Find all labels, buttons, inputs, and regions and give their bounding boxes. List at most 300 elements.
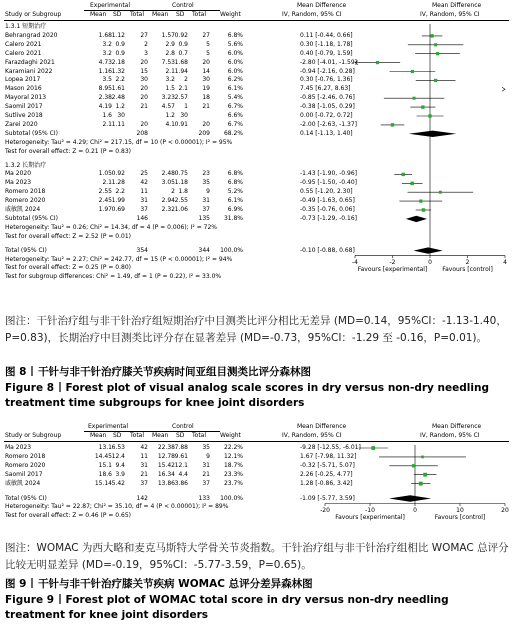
cell-weight: 6.1% (227, 85, 243, 93)
cell-c_total: 37 (202, 479, 210, 487)
cell-weight: 5.6% (227, 40, 243, 48)
header-total-c: Total (192, 11, 207, 18)
f9-header-total-e: Total (130, 432, 145, 439)
subgroup-title: 1.3.2 长期治疗 (5, 161, 47, 169)
cell-c_mean: 2.1 (165, 67, 175, 75)
cell-c_mean: 4.57 (161, 103, 175, 111)
cell-e_mean: 8.95 (98, 85, 112, 93)
cell-e_sd: 2.2 (115, 188, 125, 196)
cell-c_sd: 1.68 (174, 58, 188, 66)
cell-e_mean: 3.2 (102, 49, 112, 57)
cell-weight: 6.8% (227, 179, 243, 187)
cell-e_sd: 1.32 (111, 67, 125, 75)
cell-study: Ma 2023 (5, 444, 32, 451)
point-estimate-square (434, 79, 437, 82)
cell-e_sd: 6.53 (111, 444, 125, 451)
cell-study: Saomil 2017 (5, 103, 43, 111)
cell-study: 戚敏凯 2024 (5, 479, 41, 487)
cell-c_total: 20 (202, 58, 210, 66)
header-sd-e: SD (113, 11, 122, 18)
cell-e_sd: 2.2 (115, 76, 125, 84)
cell-e_total: 37 (140, 479, 148, 487)
cell-weight: 5.4% (227, 94, 243, 102)
cell-study: Ma 2020 (5, 170, 32, 178)
total-c: 133 (198, 494, 210, 502)
cell-study: Zarei 2020 (5, 120, 38, 128)
cell-weight: 23.3% (223, 470, 243, 478)
cell-e_total: 42 (140, 179, 148, 187)
cell-c_total: 5 (206, 40, 210, 48)
cell-weight: 6.0% (227, 67, 243, 75)
header-total-e: Total (130, 11, 145, 18)
header-ci-right: IV, Random, 95% CI (420, 11, 480, 18)
cell-study: Lopea 2017 (5, 76, 41, 84)
figure-8 (0, 0, 514, 305)
cell-c_sd: 1 (184, 103, 188, 111)
ci-arrow-right (502, 87, 505, 91)
header-md-left: Mean Difference (297, 2, 347, 9)
cell-study: Ma 2023 (5, 179, 32, 187)
cell-e_total: 30 (140, 76, 148, 84)
header-study: Study or Subgroup (5, 11, 62, 18)
header-control: Control (172, 2, 194, 9)
x-tick-label: 10 (456, 507, 464, 514)
fig8-note-text: 图注：干针治疗组与非干针治疗组短期治疗中目测类比评分相比无差异 (MD=0.14，95%CI：-1.13-1.40，P=0.83)，长期治疗中目测类比评分存在显著差异 (MD=-0.73，95%CI：-1.29 至 -0.16，P=0.01)。 (5, 315, 507, 344)
cell-e_sd: 0.92 (111, 170, 125, 178)
cell-e_mean: 4.19 (98, 103, 112, 111)
cell-ci: -0.95 [-1.50, -0.40] (300, 179, 357, 187)
f9-header-mean-c: Mean (152, 432, 169, 439)
f9-header-total-c: Total (192, 432, 207, 439)
total-weight: 100.0% (220, 494, 243, 502)
subtotal-e: 146 (136, 214, 148, 222)
cell-e_sd: 1.28 (111, 179, 125, 187)
cell-c_total: 31 (202, 197, 210, 205)
header-weight: Weight (220, 11, 241, 18)
cell-c_mean: 13.86 (157, 479, 175, 487)
cell-ci: -0.38 [-1.05, 0.29] (300, 103, 355, 111)
cell-e_mean: 2.55 (98, 188, 112, 196)
point-estimate-square (391, 123, 394, 126)
subtotal-ci: -0.73 [-1.29, -0.16] (300, 214, 357, 222)
cell-e_sd: 1.2 (115, 103, 125, 111)
point-estimate-square (371, 446, 375, 450)
cell-e_total: 20 (140, 58, 148, 66)
point-estimate-square (411, 70, 414, 73)
favours-left-label: Favours [experimental] (357, 266, 428, 274)
cell-weight: 6.1% (227, 197, 243, 205)
cell-e_mean: 2.1 (102, 179, 112, 187)
fig8-title-en (5, 381, 509, 411)
cell-ci: -0.32 [-5.71, 5.07] (300, 461, 355, 469)
subgroup-diff-text: Test for subgroup differences: Chi² = 1.49, df = 1 (P = 0.22), I² = 33.0% (5, 273, 222, 281)
summary-diamond (409, 131, 456, 137)
cell-c_sd: 1.8 (178, 188, 188, 196)
point-estimate-square (410, 182, 413, 185)
cell-c_mean: 4.1 (165, 120, 175, 128)
f9-header-study: Study or Subgroup (5, 432, 62, 439)
cell-c_mean: 15.42 (157, 461, 175, 469)
cell-c_sd: 2.57 (174, 94, 188, 102)
cell-c_mean: 1.57 (161, 31, 175, 39)
heterogeneity-text: Heterogeneity: Tau² = 0.26; Chi² = 14.34, df = 4 (P = 0.006); I² = 72% (5, 223, 217, 231)
cell-c_mean: 2.48 (161, 170, 175, 178)
total-e: 142 (136, 494, 148, 502)
cell-c_sd: 2.1 (178, 85, 188, 93)
cell-weight: 6.6% (227, 112, 243, 119)
cell-ci: 0.30 [-0.76, 1.36] (300, 76, 353, 84)
cell-weight: 6.2% (227, 76, 243, 84)
subtotal-weight: 31.8% (223, 214, 243, 222)
x-tick-label: 20 (501, 507, 509, 514)
cell-c_sd: 2 (184, 76, 188, 84)
cell-e_total: 42 (140, 444, 148, 451)
cell-e_total: 21 (140, 103, 148, 111)
cell-c_sd: 1.94 (174, 67, 188, 75)
x-tick-label: 2 (465, 259, 470, 267)
cell-c_mean: 12.78 (157, 452, 175, 460)
favours-right-label: Favours [control] (434, 514, 486, 521)
cell-ci: -9.28 [-12.55, -6.01] (300, 444, 361, 451)
f9-header-ci-left: IV, Random, 95% CI (282, 432, 342, 439)
cell-ci: -0.94 [-2.16, 0.28] (300, 67, 355, 75)
cell-e_mean: 14.45 (94, 452, 112, 460)
cell-ci: 0.11 [-0.44, 0.66] (300, 31, 353, 39)
fig9-note-text: 图注：WOMAC 为西大略和麦克马斯特大学骨关节炎指数。干针治疗组与非干针治疗组相比 WOMAC 总评分比较无明显差异 (MD=-0.19，95%CI：-5.77-3.59，P=0.65)。 (5, 542, 509, 571)
cell-e_total: 20 (140, 94, 148, 102)
cell-e_mean: 1.16 (98, 67, 112, 75)
subgroup-title: 1.3.1 短期治疗 (5, 23, 47, 30)
cell-ci: -2.00 [-2.63, -1.37] (300, 120, 357, 128)
cell-c_mean: 1.2 (165, 112, 175, 119)
fig9-title-num-cn: 图 9 (5, 578, 27, 590)
cell-e_total: 37 (140, 206, 148, 213)
cell-study: Saomil 2017 (5, 470, 43, 478)
cell-e_sd: 1.61 (111, 85, 125, 93)
summary-diamond (414, 247, 443, 253)
cell-c_mean: 22.38 (157, 444, 175, 451)
point-estimate-square (419, 482, 423, 486)
overall-effect-text: Test for overall effect: Z = 2.52 (P = 0.01) (5, 232, 131, 240)
cell-c_total: 37 (202, 206, 210, 213)
cell-study: Romero 2020 (5, 197, 46, 205)
total-e: 354 (136, 246, 148, 254)
cell-e_mean: 15.1 (98, 461, 112, 469)
fig8-note (5, 313, 509, 347)
cell-c_mean: 7.53 (161, 58, 175, 66)
subtotal-ci: 0.14 [-1.13, 1.40] (300, 129, 353, 137)
cell-e_sd: 2.18 (111, 58, 125, 66)
cell-e_sd: 0.9 (115, 40, 125, 48)
cell-c_mean: 2.94 (161, 197, 175, 205)
cell-study: Calero 2021 (5, 49, 42, 57)
cell-e_mean: 1.6 (102, 112, 112, 119)
total-weight: 100.0% (220, 246, 243, 254)
cell-c_sd: 7.88 (174, 444, 188, 451)
cell-e_sd: 30 (117, 112, 125, 119)
cell-e_mean: 2.45 (98, 197, 112, 205)
subtotal-c: 135 (198, 214, 210, 222)
fig9-title-cn (5, 576, 313, 591)
cell-c_sd: 1.06 (174, 206, 188, 213)
fig8-title-num-cn: 图 8 (5, 366, 27, 378)
cell-c_mean: 16.34 (157, 470, 175, 478)
figure-9 (0, 421, 514, 536)
cell-c_total: 20 (202, 120, 210, 128)
cell-ci: -2.80 [-4.01, -1.59] (300, 58, 357, 66)
header-ci-left: IV, Random, 95% CI (282, 11, 342, 18)
cell-c_total: 9 (206, 188, 210, 196)
cell-c_mean: 2.32 (161, 206, 175, 213)
overall-effect-text: Test for overall effect: Z = 0.46 (P = 0.65) (5, 512, 131, 520)
cell-weight: 6.7% (227, 103, 243, 111)
cell-e_total: 31 (140, 461, 148, 469)
cell-c_mean: 2.9 (165, 40, 175, 48)
cell-weight: 6.9% (227, 206, 243, 213)
header-experimental: Experimental (90, 2, 131, 9)
f9-header-experimental: Experimental (88, 423, 129, 430)
favours-left-label: Favours [experimental] (335, 514, 405, 521)
cell-study: Sutlive 2018 (5, 112, 43, 119)
cell-weight: 6.8% (227, 31, 243, 39)
cell-e_mean: 1.68 (98, 31, 112, 39)
point-estimate-square (436, 52, 439, 55)
cell-weight: 18.7% (223, 461, 243, 469)
cell-e_sd: 0.69 (111, 206, 125, 213)
cell-e_sd: 12.4 (111, 452, 125, 460)
cell-c_total: 21 (202, 103, 210, 111)
cell-e_total: 20 (140, 85, 148, 93)
cell-c_sd: 30 (180, 112, 188, 119)
cell-ci: 1.28 [-0.86, 3.42] (300, 479, 353, 487)
cell-e_sd: 1.12 (111, 31, 125, 39)
header-mean-e: Mean (90, 11, 107, 18)
cell-e_total: 15 (140, 67, 148, 75)
cell-c_mean: 3.23 (161, 94, 175, 102)
cell-ci: 2.26 [-0.25, 4.77] (300, 470, 353, 478)
header-sd-c: SD (176, 11, 185, 18)
cell-c_sd: 1.18 (174, 179, 188, 187)
forest-plot-fig9 (0, 421, 514, 536)
cell-weight: 12.1% (223, 452, 243, 460)
subtotal-c: 209 (198, 129, 210, 137)
cell-ci: 0.00 [-0.72, 0.72] (300, 112, 353, 119)
cell-c_total: 35 (202, 179, 210, 187)
cell-weight: 6.0% (227, 49, 243, 57)
cell-e_mean: 1.05 (98, 170, 112, 178)
point-estimate-square (419, 199, 422, 202)
subtotal-label: Subtotal (95% CI) (5, 214, 58, 222)
cell-weight: 6.8% (227, 170, 243, 178)
total-label: Total (95% CI) (5, 494, 47, 502)
fig8-title-text-en: Forest plot of visual analog scale scores in dry versus non-dry needling treatment time subgroups for knee joint disorders (5, 382, 489, 409)
f9-header-sd-c: SD (176, 432, 185, 439)
cell-e_total: 20 (140, 120, 148, 128)
cell-e_sd: 5.42 (111, 479, 125, 487)
cell-c_sd: 12.1 (174, 461, 188, 469)
cell-c_total: 35 (202, 444, 210, 451)
cell-e_sd: 0.9 (115, 49, 125, 57)
cell-e_mean: 1.97 (98, 206, 112, 213)
subtotal-label: Subtotal (95% CI) (5, 129, 58, 137)
cell-study: Romero 2018 (5, 188, 46, 196)
cell-e_mean: 4.73 (98, 58, 112, 66)
f9-header-md-right: Mean Difference (432, 423, 482, 430)
cell-weight: 23.7% (223, 479, 243, 487)
overall-effect-text: Test for overall effect: Z = 0.25 (P = 0.80) (5, 264, 131, 272)
cell-e_sd: 2.48 (111, 94, 125, 102)
cell-ci: 0.55 [-1.20, 2.30] (300, 188, 353, 196)
fig9-title-text-en: Forest plot of WOMAC total score in dry versus non-dry needling treatment for knee joint disorders (5, 594, 449, 621)
point-estimate-square (413, 97, 416, 100)
cell-study: 戚敏凯 2024 (5, 206, 41, 213)
cell-e_total: 31 (140, 197, 148, 205)
subtotal-e: 208 (136, 129, 148, 137)
cell-e_total: 3 (144, 49, 148, 57)
cell-e_mean: 2.38 (98, 94, 112, 102)
cell-e_mean: 2.1 (102, 120, 112, 128)
cell-e_sd: 9.4 (115, 461, 125, 469)
cell-ci: -0.35 [-0.76, 0.06] (300, 206, 355, 213)
cell-weight: 6.7% (227, 120, 243, 128)
x-tick-label: -10 (365, 507, 375, 514)
point-estimate-square (423, 473, 427, 477)
f9-header-weight: Weight (220, 432, 241, 439)
x-tick-label: 0 (413, 507, 417, 514)
cell-c_sd: 0.91 (174, 120, 188, 128)
cell-e_sd: 1.99 (111, 197, 125, 205)
f9-header-ci-right: IV, Random, 95% CI (420, 432, 480, 439)
cell-e_mean: 13.1 (98, 444, 112, 451)
cell-c_sd: 0.75 (174, 170, 188, 178)
cell-c_total: 5 (206, 49, 210, 57)
cell-weight: 6.0% (227, 58, 243, 66)
cell-e_total: 11 (140, 452, 148, 460)
header-mean-c: Mean (152, 11, 169, 18)
cell-ci: -0.49 [-1.63, 0.65] (300, 197, 355, 205)
summary-diamond (389, 495, 431, 501)
point-estimate-square (401, 173, 404, 176)
cell-c_mean: 2.8 (165, 49, 175, 57)
point-estimate-square (421, 105, 424, 108)
cell-e_mean: 15.14 (94, 479, 112, 487)
point-estimate-square (428, 114, 431, 117)
subtotal-weight: 68.2% (223, 129, 243, 137)
point-estimate-square (434, 43, 437, 46)
total-label: Total (95% CI) (5, 246, 47, 254)
cell-ci: -0.85 [-2.46, 0.76] (300, 94, 355, 102)
cell-c_sd: 9.61 (174, 452, 188, 460)
point-estimate-square (421, 456, 424, 459)
cell-e_total: 27 (140, 31, 148, 39)
forest-plot-fig8 (0, 0, 514, 305)
x-tick-label: -4 (352, 259, 358, 267)
cell-c_sd: 4.4 (178, 470, 188, 478)
cell-c_total: 23 (202, 170, 210, 178)
heterogeneity-text: Heterogeneity: Tau² = 4.29; Chi² = 217.15, df = 10 (P < 0.00001); I² = 95% (5, 138, 233, 146)
cell-study: Farazdaghi 2021 (5, 58, 55, 66)
cell-c_total: 21 (202, 470, 210, 478)
point-estimate-square (439, 191, 442, 194)
total-ci: -1.09 [-5.77, 3.59] (300, 494, 355, 502)
cell-e_mean: 18.6 (98, 470, 112, 478)
fig8-title-cn (5, 364, 311, 379)
cell-e_total: 11 (140, 188, 148, 196)
cell-weight: 22.2% (223, 444, 243, 451)
cell-c_total: 31 (202, 461, 210, 469)
point-estimate-square (422, 208, 425, 211)
cell-e_sd: 1.11 (111, 120, 125, 128)
cell-c_sd: 0.92 (174, 31, 188, 39)
header-md-right: Mean Difference (432, 2, 482, 9)
fig9-title-text-cn: 干针与非干针治疗膝关节疾病 WOMAC 总评分差异森林图 (37, 578, 313, 590)
fig9-note (5, 540, 509, 574)
x-tick-label: 4 (503, 259, 507, 267)
cell-study: Behrangrad 2020 (5, 31, 58, 39)
cell-study: Mason 2016 (5, 85, 42, 93)
f9-header-sd-e: SD (113, 432, 122, 439)
cell-study: Romero 2018 (5, 452, 46, 460)
cell-e_mean: 3.5 (102, 76, 112, 84)
point-estimate-square (376, 61, 379, 64)
fig8-title-text-cn: 干针与非干针治疗膝关节疾病时间亚组目测类比评分森林图 (37, 366, 311, 378)
cell-e_total: 21 (140, 470, 148, 478)
cell-study: Mayoral 2013 (5, 94, 47, 102)
cell-study: Calero 2021 (5, 40, 42, 48)
favours-right-label: Favours [control] (442, 266, 493, 274)
overall-effect-text: Test for overall effect: Z = 0.21 (P = 0.83) (5, 147, 131, 155)
cell-c_mean: 3.05 (161, 179, 175, 187)
cell-e_mean: 3.2 (102, 40, 112, 48)
f9-header-mean-e: Mean (90, 432, 107, 439)
summary-diamond (406, 216, 427, 222)
cell-c_sd: 3.86 (174, 479, 188, 487)
fig9-title-num-en: Figure 9 (5, 594, 55, 606)
cell-c_total: 9 (206, 452, 210, 460)
cell-ci: 1.67 [-7.98, 11.32] (300, 452, 357, 460)
f9-header-md-left: Mean Difference (297, 423, 347, 430)
cell-e_total: 25 (140, 170, 148, 178)
cell-c_total: 30 (202, 76, 210, 84)
cell-c_total: 27 (202, 31, 210, 39)
cell-weight: 5.2% (227, 188, 243, 196)
fig8-title-num-en: Figure 8 (5, 382, 55, 394)
cell-c_total: 19 (202, 85, 210, 93)
cell-c_sd: 0.7 (178, 49, 188, 57)
cell-e_sd: 3.9 (115, 470, 125, 478)
total-ci: -0.10 [-0.88, 0.68] (300, 246, 355, 254)
cell-ci: -1.43 [-1.90, -0.96] (300, 170, 357, 178)
x-tick-label: -2 (389, 259, 396, 267)
f9-header-control: Control (172, 423, 194, 430)
total-c: 344 (198, 246, 210, 254)
x-tick-label: 0 (428, 259, 432, 267)
cell-ci: 0.40 [-0.79, 1.59] (300, 49, 353, 57)
cell-c_total: 14 (202, 67, 210, 75)
cell-c_mean: 3.2 (165, 76, 175, 84)
fig9-title-en (5, 593, 509, 623)
cell-c_sd: 2.55 (174, 197, 188, 205)
heterogeneity-text: Heterogeneity: Tau² = 2.27; Chi² = 242.77, df = 15 (P < 0.00001); I² = 94% (5, 255, 233, 263)
point-estimate-square (430, 34, 433, 37)
heterogeneity-text: Heterogeneity: Tau² = 22.87; Chi² = 35.10, df = 4 (P < 0.00001); I² = 89% (5, 503, 229, 511)
cell-c_mean: 2 (171, 188, 175, 196)
cell-ci: 0.30 [-1.18, 1.78] (300, 40, 353, 48)
cell-c_sd: 0.9 (178, 40, 188, 48)
cell-study: Karamiani 2022 (5, 67, 53, 75)
cell-c_mean: 1.5 (165, 85, 175, 93)
x-tick-label: -20 (320, 507, 330, 514)
